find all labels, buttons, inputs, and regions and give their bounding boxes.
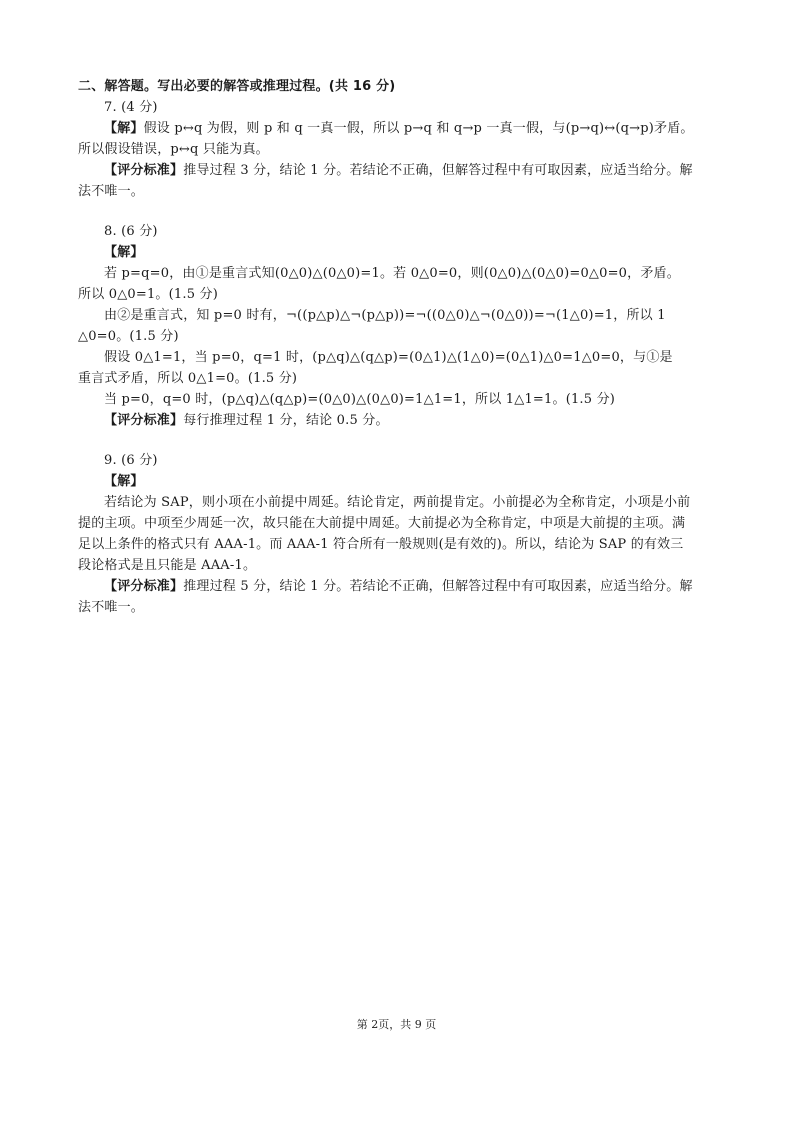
q8-solution-tag: 【解】 (104, 245, 144, 260)
q7-criteria-line-1 (78, 160, 718, 181)
q9-solution-tag: 【解】 (104, 474, 144, 489)
q8-line-5: 假设 0△1=1，当 p=0，q=1 时，(p△q)△(q△p)=(0△1)△(1△0)=(0△1)△0=1△0=0，与①是 (104, 350, 673, 365)
q7-criteria-tag: 【评分标准】 (104, 163, 184, 178)
q9-criteria-line-1 (78, 576, 718, 597)
q8-line-4: △0=0。(1.5 分) (78, 329, 179, 344)
q9-line-3: 足以上条件的格式只有 AAA-1。而 AAA-1 符合所有一般规则(是有效的)。所以，结论为 SAP 的有效三 (78, 537, 684, 552)
q7-solution-line-1 (78, 118, 718, 139)
q9-line-1: 若结论为 SAP，则小项在小前提中周延。结论肯定，两前提肯定。小前提必为全称肯定，小项是小前 (104, 495, 691, 510)
q8-criteria-text: 每行推理过程 1 分，结论 0.5 分。 (183, 413, 389, 428)
q7-solution-text: 假设 p↔q 为假，则 p 和 q 一真一假，所以 p→q 和 q→p 一真一假，与(p→q)↔(q→p)矛盾。 (143, 121, 694, 136)
q8-criteria-line (78, 410, 718, 431)
q9-criteria-text: 推理过程 5 分，结论 1 分。若结论不正确，但解答过程中有可取因素，应适当给分。解 (183, 579, 693, 594)
q7-number: 7. (4 分) (104, 100, 158, 115)
q9-criteria-tag: 【评分标准】 (104, 579, 184, 594)
page-number-footer: 第 2页，共 9 页 (356, 1018, 437, 1031)
q8-line-1: 若 p=q=0，由①是重言式知(0△0)△(0△0)=1。若 0△0=0，则(0△0)△(0△0)=0△0=0，矛盾。 (104, 266, 680, 281)
q8-criteria-tag: 【评分标准】 (104, 413, 184, 428)
q9-line-2: 提的主项。中项至少周延一次，故只能在大前提中周延。大前提必为全称肯定，中项是大前提的主项。满 (78, 516, 686, 531)
q8-line-6: 重言式矛盾，所以 0△1=0。(1.5 分) (78, 371, 298, 386)
q7-solution-tag: 【解】 (104, 121, 144, 136)
q9-number: 9. (6 分) (104, 453, 158, 468)
answer-section (78, 76, 718, 618)
spacer (78, 202, 718, 221)
q9-criteria-line-2: 法不唯一。 (78, 600, 145, 615)
q7-solution-line-2: 所以假设错误，p↔q 只能为真。 (78, 142, 269, 157)
q8-line-2: 所以 0△0=1。(1.5 分) (78, 287, 218, 302)
section-title: 二、解答题。写出必要的解答或推理过程。(共 16 分) (78, 79, 396, 94)
q8-line-3: 由②是重言式，知 p=0 时有，¬((p△p)△¬(p△p))=¬((0△0)△¬(0△0))=¬(1△0)=1，所以 1 (104, 308, 666, 323)
q7-criteria-line-2: 法不唯一。 (78, 184, 145, 199)
q7-criteria-text: 推导过程 3 分，结论 1 分。若结论不正确，但解答过程中有可取因素，应适当给分。解 (183, 163, 693, 178)
spacer (78, 431, 718, 450)
q8-line-7: 当 p=0，q=0 时，(p△q)△(q△p)=(0△0)△(0△0)=1△1=1，所以 1△1=1。(1.5 分) (104, 392, 616, 407)
q8-number: 8. (6 分) (104, 224, 158, 239)
q9-line-4: 段论格式是且只能是 AAA-1。 (78, 558, 257, 573)
